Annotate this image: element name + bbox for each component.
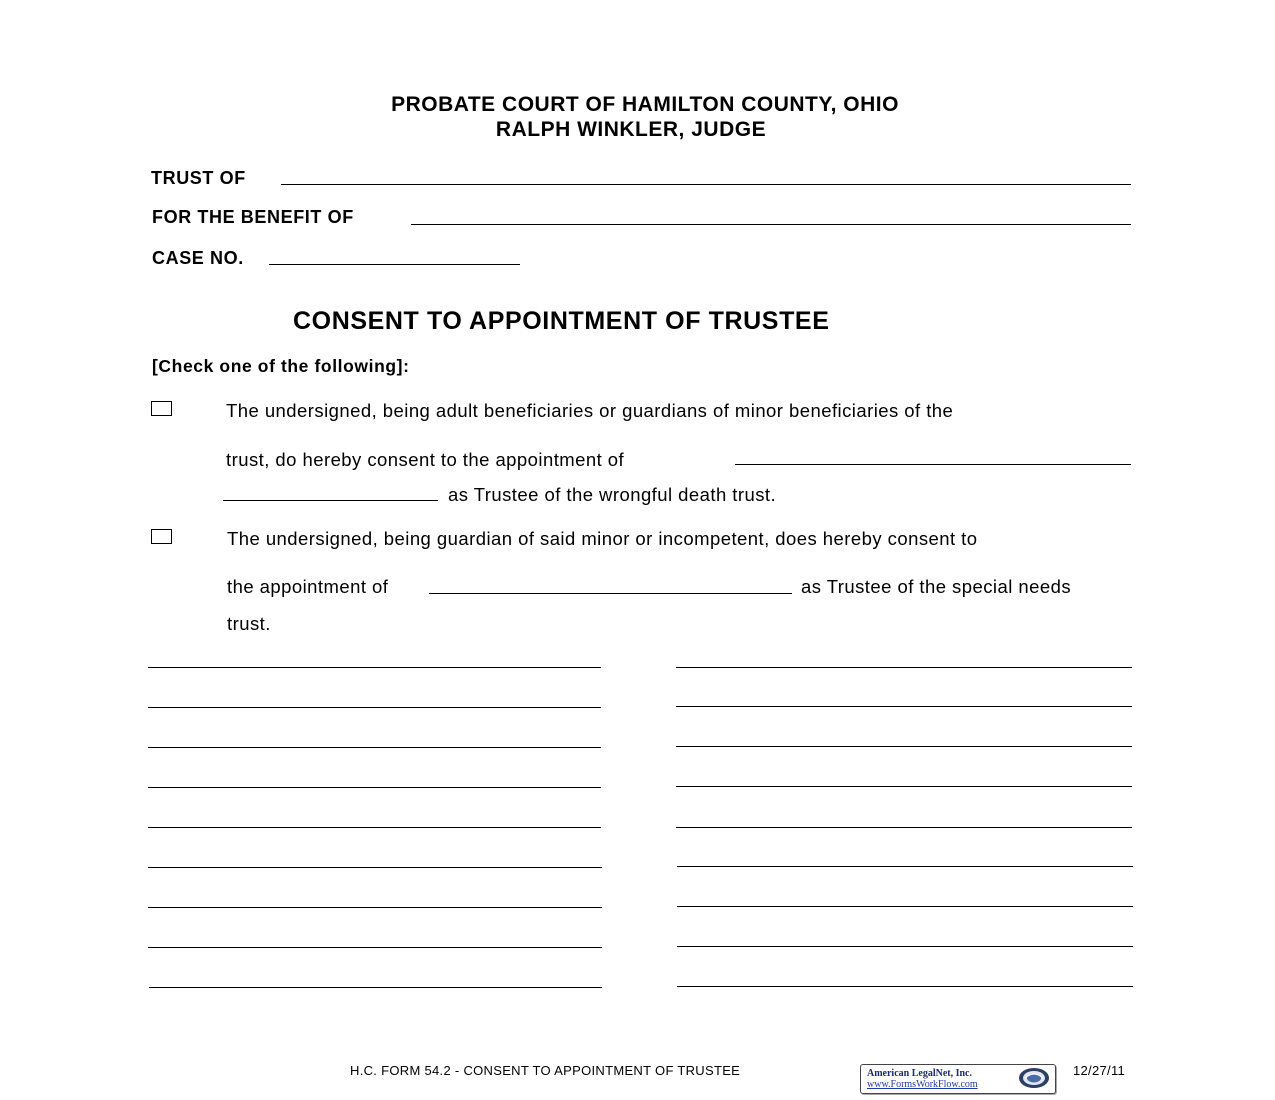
signature-line[interactable] (148, 867, 602, 868)
signature-line[interactable] (148, 787, 601, 788)
case-no-label: CASE NO. (152, 248, 244, 268)
signature-line[interactable] (677, 866, 1133, 867)
signature-line[interactable] (148, 747, 601, 748)
signature-line[interactable] (676, 706, 1132, 707)
signature-line[interactable] (677, 986, 1133, 987)
form-footer-name: H.C. FORM 54.2 - CONSENT TO APPOINTMENT OF TRUSTEE (350, 1063, 741, 1078)
signature-line[interactable] (148, 827, 601, 828)
signature-line[interactable] (677, 906, 1133, 907)
instruction-text: [Check one of the following]: (152, 356, 410, 376)
form-date: 12/27/11 (1073, 1063, 1126, 1078)
signature-line[interactable] (148, 907, 602, 908)
benefit-of-field[interactable] (411, 224, 1131, 225)
option2-line2b: as Trustee of the special needs (801, 576, 1072, 597)
benefit-of-label: FOR THE BENEFIT OF (152, 207, 354, 227)
logo-company: American LegalNet, Inc. (867, 1068, 972, 1079)
case-no-field[interactable] (269, 264, 520, 265)
option1-line2: trust, do hereby consent to the appointment of (226, 449, 625, 470)
american-legalnet-logo[interactable] (860, 1064, 1056, 1094)
option1-line1: The undersigned, being adult beneficiaries or guardians of minor beneficiaries of the (226, 400, 954, 421)
form-title: CONSENT TO APPOINTMENT OF TRUSTEE (293, 307, 830, 335)
trust-of-field[interactable] (281, 184, 1131, 185)
wrongful-death-trustee-field[interactable] (735, 464, 1131, 465)
logo-url[interactable]: www.FormsWorkFlow.com (867, 1079, 978, 1090)
signature-line[interactable] (148, 707, 601, 708)
signature-line[interactable] (149, 987, 602, 988)
signature-line[interactable] (676, 827, 1132, 828)
special-needs-checkbox[interactable] (151, 529, 172, 544)
special-needs-trustee-field[interactable] (429, 593, 792, 594)
signature-line[interactable] (676, 667, 1132, 668)
wrongful-death-checkbox[interactable] (151, 401, 172, 416)
globe-seal-icon (1017, 1067, 1051, 1089)
signature-line[interactable] (148, 667, 601, 668)
option1-line3: as Trustee of the wrongful death trust. (448, 484, 777, 505)
signature-line[interactable] (676, 786, 1132, 787)
judge-name: RALPH WINKLER, JUDGE (495, 118, 767, 141)
option2-line1: The undersigned, being guardian of said minor or incompetent, does hereby consent to (227, 528, 978, 549)
option2-line3: trust. (227, 613, 271, 634)
signature-line[interactable] (676, 746, 1132, 747)
trust-of-label: TRUST OF (151, 168, 246, 188)
wrongful-death-trustee-field-cont[interactable] (223, 500, 438, 501)
signature-line[interactable] (677, 946, 1133, 947)
court-name: PROBATE COURT OF HAMILTON COUNTY, OHIO (391, 93, 899, 116)
signature-line[interactable] (148, 947, 602, 948)
option2-line2a: the appointment of (227, 576, 389, 597)
